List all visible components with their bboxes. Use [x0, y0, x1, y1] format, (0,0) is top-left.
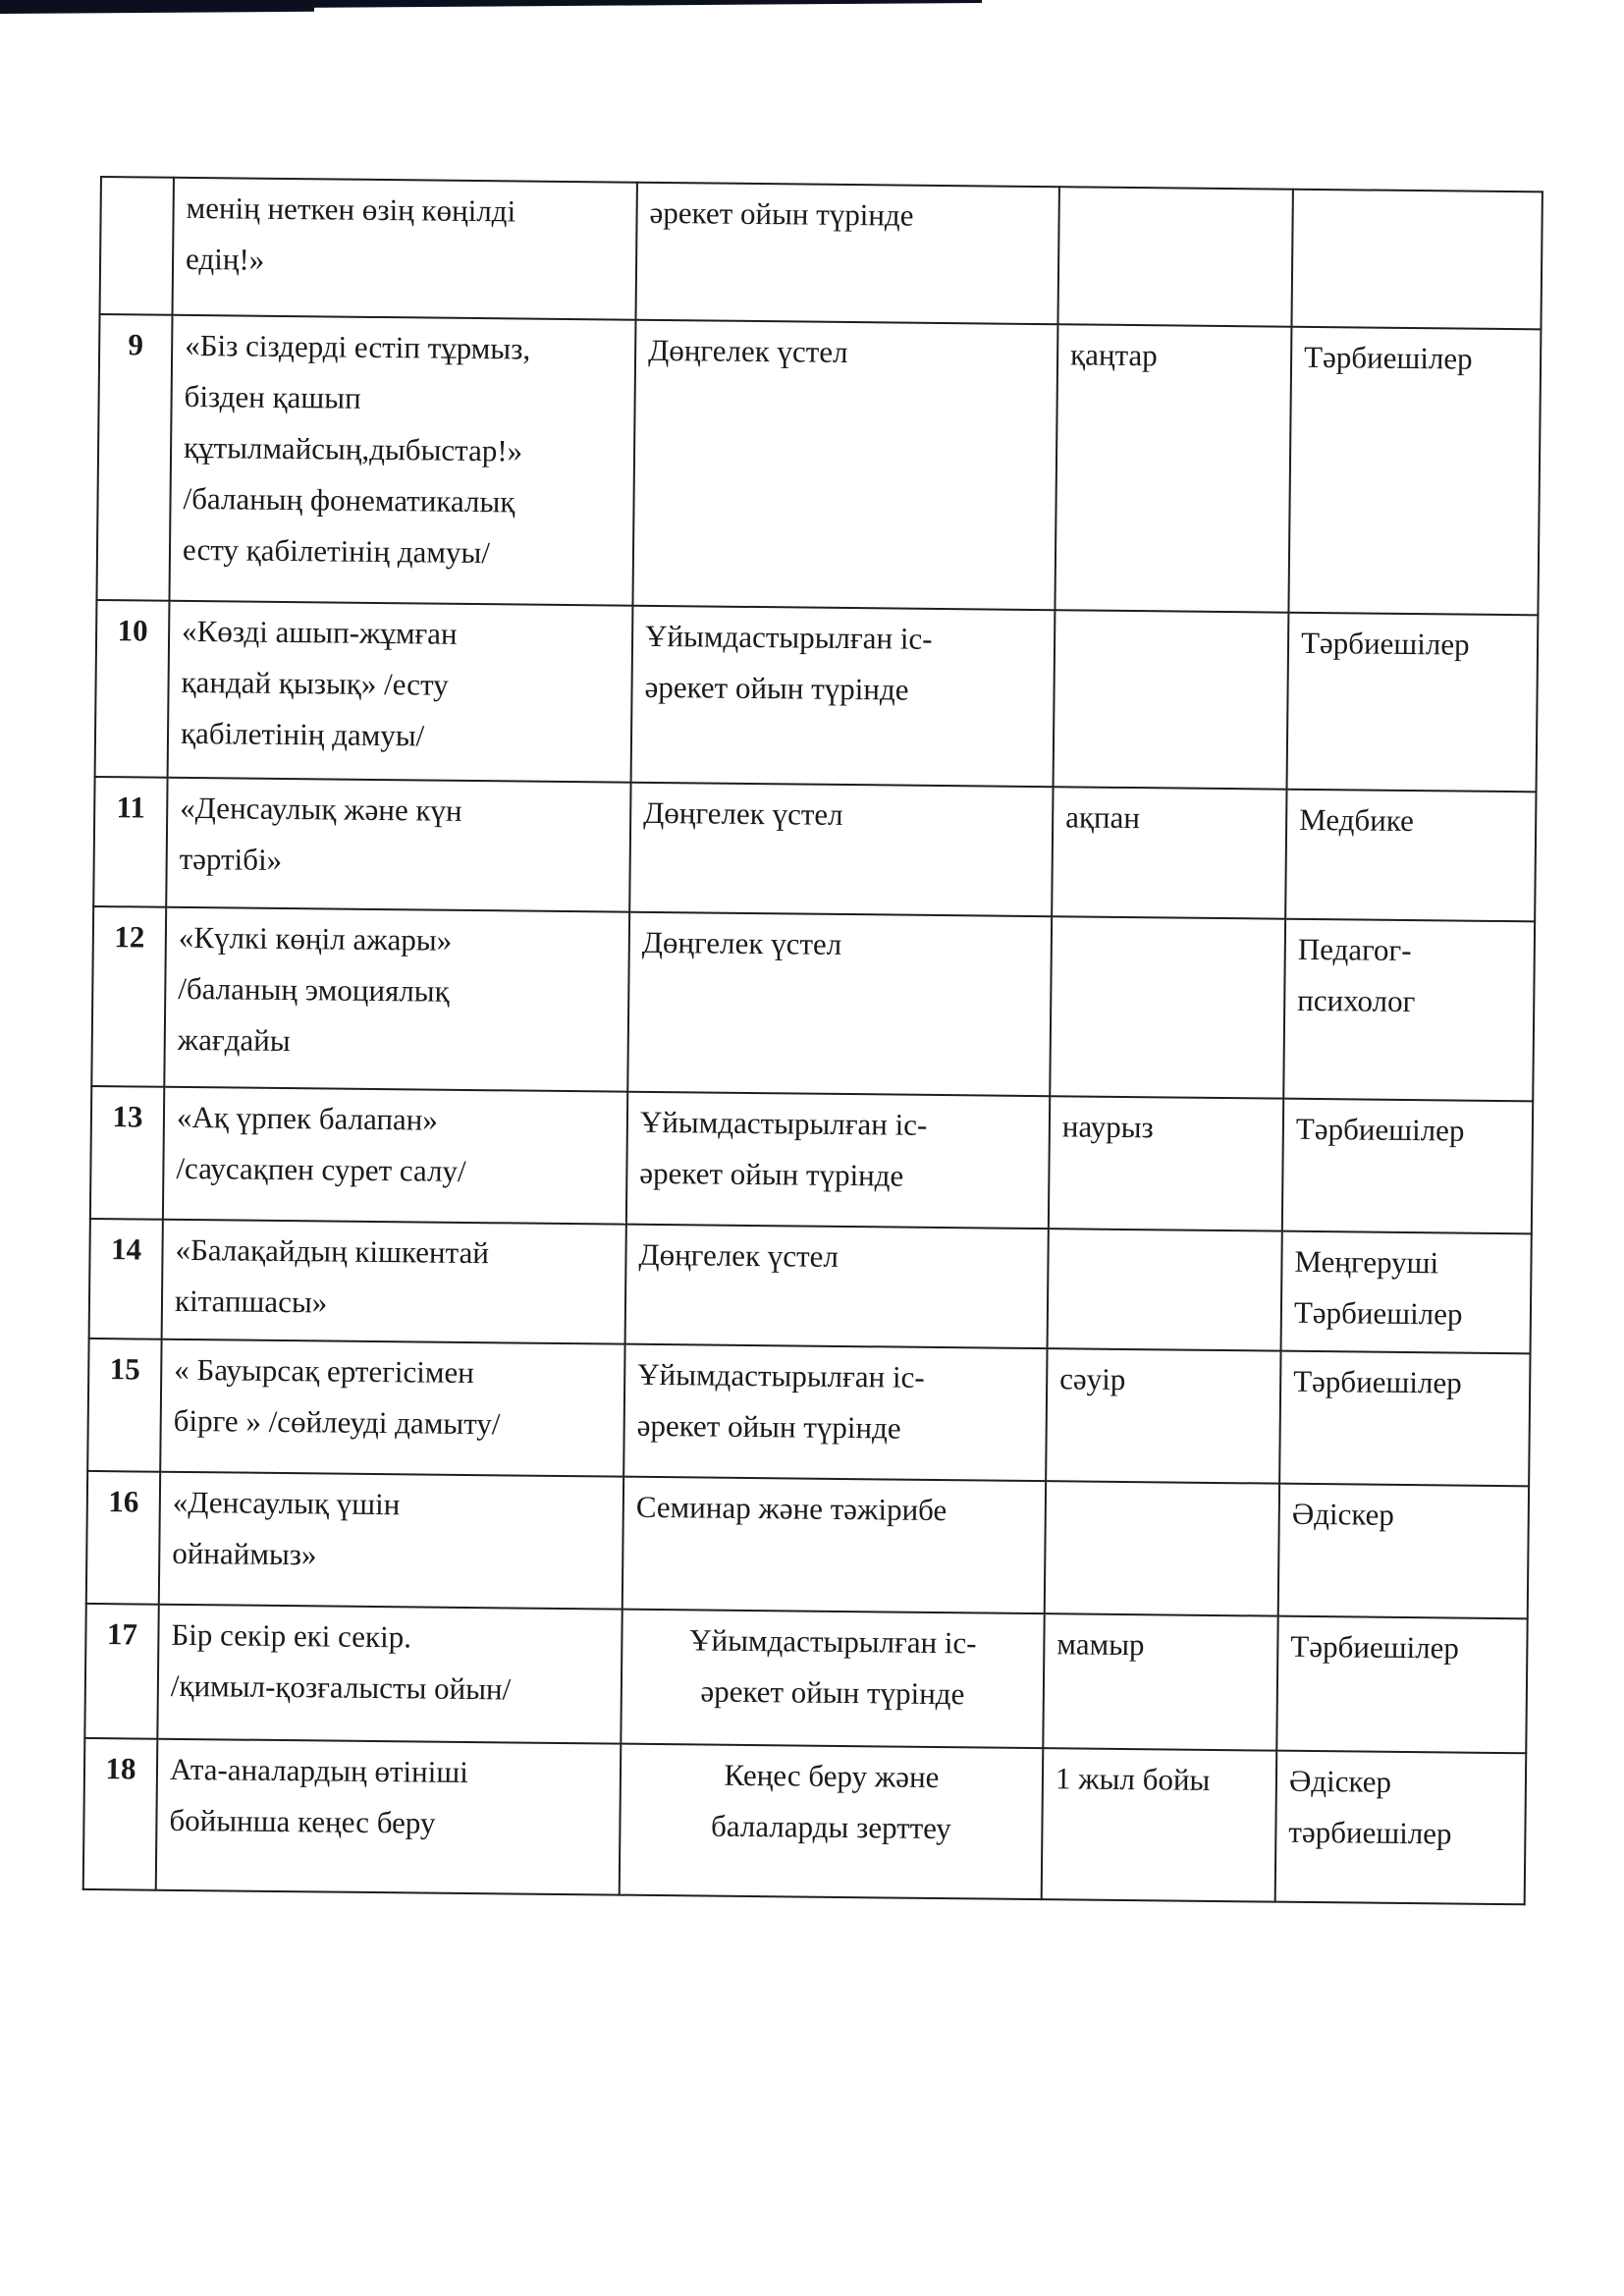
- topic-cell-line: /саусақпен сурет салу/: [176, 1150, 466, 1188]
- form-cell-line: Семинар және тәжірибе: [635, 1489, 947, 1528]
- topic-cell-line: «Балақайдың кішкентай: [175, 1231, 490, 1271]
- topic-cell-line: /баланың фонематикалық: [183, 480, 515, 519]
- topic-cell-line: «Көзді ашып-жұмған: [181, 613, 458, 651]
- date-cell: наурыз: [1049, 1096, 1283, 1230]
- row-number-cell: 9: [96, 314, 172, 601]
- topic-cell-line: /баланың эмоциялық: [178, 970, 450, 1009]
- responsible-cell-line: тәрбиешілер: [1288, 1814, 1452, 1851]
- responsible-cell-line: Тәрбиешілер: [1293, 1294, 1463, 1332]
- date-cell: 1 жыл бойы: [1042, 1748, 1277, 1901]
- date-cell: [1050, 916, 1285, 1098]
- form-cell-line: әрекет ойын түрінде: [649, 194, 914, 233]
- topic-cell-line: «Денсаулық үшін: [172, 1484, 401, 1522]
- form-cell: [621, 1610, 1044, 1748]
- row-number-cell: 14: [89, 1219, 163, 1339]
- topic-cell-line: «Күлкі көңіл ажары»: [178, 919, 453, 957]
- topic-cell-line: «Ақ үрпек балапан»: [176, 1099, 439, 1137]
- responsible-cell-line: психолог: [1297, 982, 1416, 1019]
- form-cell-line: Дөңгелек үстел: [638, 1236, 839, 1274]
- topic-cell: [164, 907, 629, 1092]
- topic-cell-line: есту қабілетінің дамуы/: [182, 531, 491, 571]
- topic-cell-line: Ата-аналардың өтініші: [169, 1751, 469, 1790]
- topic-cell-line: бойынша кеңес беру: [169, 1802, 436, 1840]
- form-cell-line: әрекет ойын түрінде: [636, 1407, 901, 1446]
- topic-cell: [156, 1739, 622, 1895]
- table-row: [87, 1339, 1530, 1486]
- responsible-cell-line: Тәрбиешілер: [1295, 1111, 1465, 1148]
- plan-table-body: [83, 177, 1543, 1904]
- form-cell-line: әрекет ойын түрінде: [639, 1155, 904, 1193]
- topic-cell-line: менің неткен өзің көңілді: [186, 190, 516, 229]
- responsible-cell: [1282, 1099, 1533, 1234]
- topic-cell: [168, 601, 633, 783]
- responsible-cell-line: Меңгеруші: [1294, 1243, 1439, 1281]
- responsible-cell: [1288, 327, 1541, 616]
- scan-edge-shadow: [0, 0, 982, 10]
- table-row: [96, 314, 1541, 615]
- responsible-cell-line: Әдіскер: [1288, 1763, 1392, 1799]
- row-number-cell: 11: [93, 777, 167, 907]
- form-cell-line: Дөңгелек үстел: [643, 794, 843, 832]
- row-number-cell: 12: [91, 906, 166, 1087]
- form-cell-line: Дөңгелек үстел: [641, 924, 842, 961]
- topic-cell: [160, 1339, 624, 1477]
- form-cell: [625, 1225, 1049, 1348]
- form-cell-line: әрекет ойын түрінде: [644, 669, 909, 707]
- date-cell: [1045, 1481, 1279, 1615]
- topic-cell-line: едің!»: [185, 241, 265, 277]
- table-row: [83, 1738, 1527, 1904]
- form-cell: [620, 1744, 1044, 1899]
- table-row: [100, 177, 1543, 329]
- responsible-cell: [1276, 1616, 1527, 1754]
- row-number-cell: 16: [86, 1471, 160, 1605]
- table-row: [86, 1471, 1529, 1618]
- form-cell-line: Кеңес беру және: [724, 1757, 940, 1795]
- topic-cell-line: бізден қашып: [184, 378, 361, 415]
- responsible-cell-line: Медбике: [1299, 801, 1415, 839]
- form-cell-line: Дөңгелек үстел: [647, 332, 848, 369]
- topic-cell-line: « Бауырсақ ертегісімен: [174, 1351, 475, 1391]
- row-number-cell: 15: [87, 1339, 161, 1472]
- date-cell: ақпан: [1052, 787, 1286, 918]
- row-number-cell: [100, 177, 174, 315]
- responsible-cell-line: Әдіскер: [1291, 1496, 1395, 1532]
- form-cell: [629, 783, 1053, 916]
- topic-cell: [157, 1605, 622, 1744]
- topic-cell-line: «Денсаулық және күн: [180, 790, 462, 828]
- responsible-cell-line: Тәрбиешілер: [1293, 1363, 1462, 1400]
- responsible-cell: [1285, 790, 1536, 922]
- form-cell-line: Ұйымдастырылған іс-: [639, 1104, 928, 1142]
- topic-cell: [162, 1220, 626, 1344]
- date-cell: мамыр: [1043, 1613, 1277, 1750]
- responsible-cell: [1281, 1231, 1532, 1354]
- date-cell: [1057, 187, 1292, 326]
- form-cell: [623, 1477, 1046, 1613]
- table-row: [91, 906, 1535, 1101]
- table-row: [95, 600, 1539, 792]
- table-row: [90, 1086, 1533, 1233]
- topic-cell-line: «Біз сіздерді естіп тұрмыз,: [185, 327, 531, 366]
- topic-cell-line: кітапшасы»: [174, 1283, 328, 1320]
- form-cell: [632, 320, 1057, 610]
- form-cell-line: балаларды зерттеу: [710, 1808, 951, 1846]
- date-cell: [1054, 610, 1289, 789]
- form-cell: [626, 1092, 1050, 1229]
- topic-cell-line: құтылмайсың,дыбыстар!»: [183, 429, 523, 468]
- plan-table: [82, 176, 1543, 1905]
- form-cell: [623, 1344, 1047, 1481]
- topic-cell-line: қандай қызық» /есту: [181, 664, 449, 702]
- responsible-cell-line: Тәрбиешілер: [1303, 339, 1473, 376]
- responsible-cell: [1283, 919, 1535, 1102]
- responsible-cell-line: Тәрбиешілер: [1300, 625, 1470, 662]
- form-cell-line: Ұйымдастырылған іс-: [637, 1356, 925, 1394]
- table-row: [84, 1604, 1527, 1753]
- topic-cell-line: тәртібі»: [179, 841, 283, 877]
- date-cell: қаңтар: [1055, 324, 1291, 612]
- row-number-cell: 18: [83, 1738, 158, 1890]
- topic-cell: [173, 178, 637, 320]
- form-cell-line: әрекет ойын түрінде: [700, 1673, 965, 1712]
- topic-cell: [159, 1472, 623, 1610]
- responsible-cell-line: Тәрбиешілер: [1290, 1628, 1460, 1666]
- topic-cell-line: бірге » /сөйлеуді дамыту/: [173, 1402, 501, 1442]
- topic-cell-line: Бір секір екі секір.: [171, 1616, 412, 1655]
- form-cell: [635, 183, 1058, 324]
- topic-cell: [166, 778, 630, 912]
- plan-table-container: [82, 176, 1542, 1905]
- topic-cell-line: жағдайы: [177, 1021, 291, 1059]
- responsible-cell-line: Педагог-: [1297, 931, 1412, 968]
- responsible-cell: [1279, 1351, 1530, 1487]
- topic-cell: [163, 1087, 627, 1225]
- topic-cell-line: /қимыл-қозғалысты ойын/: [170, 1667, 512, 1707]
- row-number-cell: 13: [90, 1086, 164, 1220]
- row-number-cell: 10: [95, 600, 170, 778]
- responsible-cell: [1287, 613, 1539, 793]
- form-cell-line: Ұйымдастырылған іс-: [689, 1622, 977, 1661]
- form-cell-line: Ұйымдастырылған іс-: [644, 618, 933, 656]
- table-row: [89, 1219, 1532, 1353]
- form-cell: [627, 912, 1052, 1096]
- table-row: [93, 777, 1536, 921]
- row-number-cell: 17: [84, 1604, 158, 1739]
- topic-cell: [169, 315, 635, 606]
- date-cell: сәуір: [1046, 1348, 1280, 1483]
- topic-cell-line: ойнаймыз»: [172, 1535, 317, 1572]
- date-cell: [1048, 1229, 1282, 1350]
- responsible-cell: [1291, 190, 1542, 330]
- form-cell: [631, 606, 1056, 787]
- responsible-cell: [1275, 1751, 1527, 1905]
- responsible-cell: [1278, 1484, 1529, 1619]
- topic-cell-line: қабілетінің дамуы/: [180, 715, 425, 753]
